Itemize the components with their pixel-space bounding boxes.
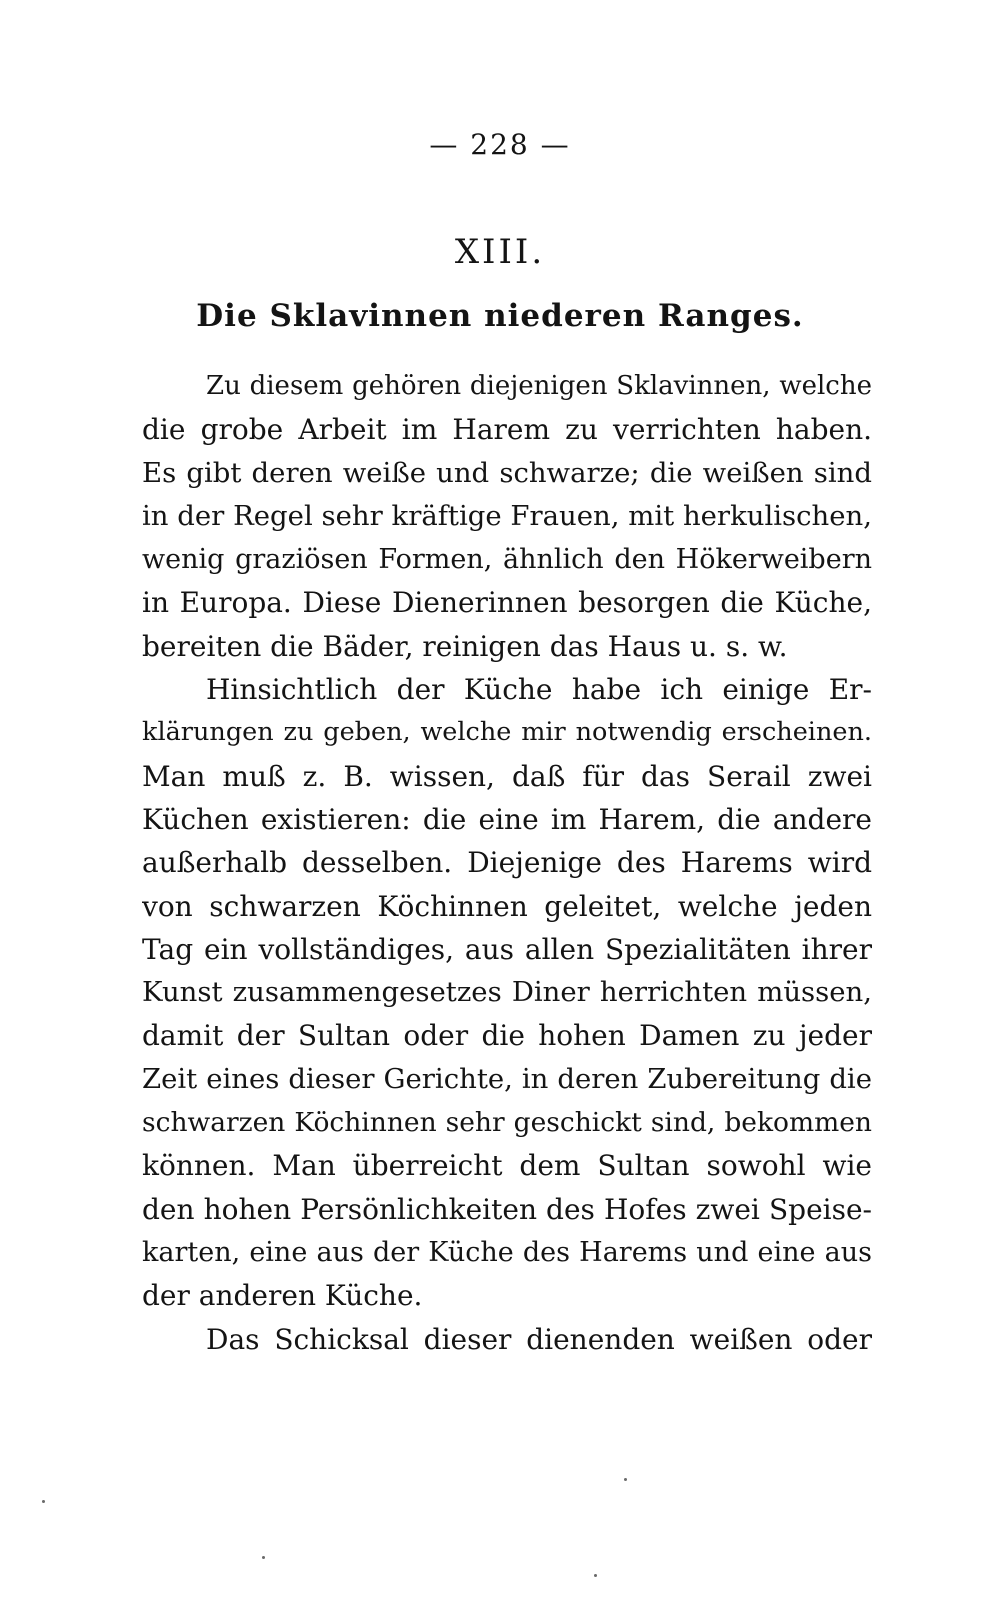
scan-speck [262, 1556, 265, 1559]
scan-speck [624, 1478, 627, 1481]
page-number: — 228 — [429, 128, 571, 161]
text-line: der anderen Küche. [142, 1279, 423, 1313]
scan-speck [42, 1500, 45, 1503]
body-text [142, 365, 872, 1361]
text-line: Es gibt deren weiße und schwarze; die weißen sind [142, 456, 872, 489]
text-line: damit der Sultan oder die hohen Damen zu jeder [142, 1019, 872, 1053]
text-line: Hinsichtlich der Küche habe ich einige Er- [206, 673, 872, 707]
text-line: bereiten die Bäder, reinigen das Haus u. s. w. [142, 629, 788, 663]
text-line: Kunst zusammengesetzes Diner herrichten müssen, [142, 976, 872, 1009]
text-line: Man muß z. B. wissen, daß für das Serail zwei [142, 759, 872, 793]
chapter-number: XIII. [454, 232, 546, 272]
chapter-title: Die Sklavinnen niederen Ranges. [196, 298, 804, 334]
text-line: Tag ein vollständiges, aus allen Spezialitäten ihrer [142, 932, 872, 966]
text-line: Küchen existieren: die eine im Harem, die andere [142, 802, 872, 836]
text-line: klärungen zu geben, welche mir notwendig erscheinen. [142, 717, 872, 748]
text-line: in Europa. Diese Dienerinnen besorgen die Küche, [142, 586, 872, 620]
text-line: Zeit eines dieser Gerichte, in deren Zubereitung die [142, 1062, 872, 1095]
text-line: können. Man überreicht dem Sultan sowohl wie [142, 1149, 872, 1183]
text-line: Das Schicksal dieser dienenden weißen oder [206, 1322, 872, 1356]
text-line: wenig graziösen Formen, ähnlich den Hökerweibern [142, 544, 872, 576]
text-line: Zu diesem gehören diejenigen Sklavinnen, welche [206, 371, 872, 401]
text-line: karten, eine aus der Küche des Harems und eine aus [142, 1236, 872, 1268]
text-line: außerhalb desselben. Diejenige des Harems wird [142, 846, 872, 880]
text-line: den hohen Persönlichkeiten des Hofes zwei Speise- [142, 1192, 872, 1226]
text-line: schwarzen Köchinnen sehr geschickt sind, bekommen [142, 1107, 872, 1139]
text-line: in der Regel sehr kräftige Frauen, mit herkulischen, [142, 499, 872, 532]
text-line: die grobe Arbeit im Harem zu verrichten haben. [142, 413, 872, 447]
scan-speck [594, 1574, 597, 1577]
text-line: von schwarzen Köchinnen geleitet, welche jeden [142, 889, 872, 923]
